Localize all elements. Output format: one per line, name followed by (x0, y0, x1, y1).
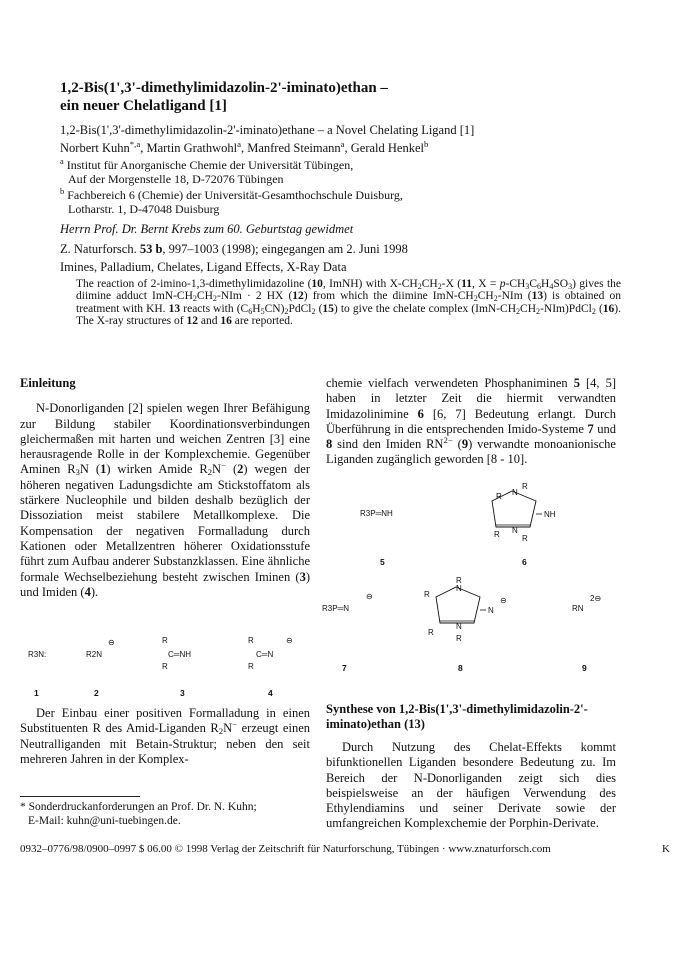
formula-r3pnh: R3P═NH (360, 509, 393, 518)
affiliation-b: $^b$ Fachbereich 6 (Chemie) der Universität-Gesamthochschule Duisburg, Lotharstr. 1, D-47048 Duisburg (60, 187, 403, 216)
svg-text:R: R (456, 634, 462, 643)
svg-text:N: N (512, 488, 518, 497)
chelate-paragraph: Durch Nutzung des Chelat-Effekts kommt bifunktionellen Liganden besondere Bedeutung zu. Im Bereich der N-Donorliganden zeigt sich dies beispielsweise an der häufigen Verwendung des Ethylendiamins und seiner Derivate sowie der umfangreichen Komplexchemie der Porphin-Derivate. (326, 740, 616, 831)
footer-k-mark: K (662, 843, 670, 855)
authors: Norbert Kuhn$^{*,a}$, Martin Grathwohl$^a$, Manfred Steimann$^a$, Gerald Henkel$^b$ (60, 139, 429, 155)
abstract: The reaction of 2-imino-1,3-dimethylimidazoline (10, ImNH) with $X-CH_2CH_2-X$ (11, $X = p-CH_3C_6H_4SO_3$) gives the diimine adduct ImN-$CH_2CH_2$-NIm · 2 HX (12) from which the diimine ImN-$CH_2CH_2$-NIm (13) is obtained on treatment with KH. 13 reacts with $(C_6H_5CN)_2PdCl_2$ (15) to give the chelate complex $(ImN-CH_2CH_2-NIm)PdCl_2$ (16). The X-ray structures of 12 and 16 are reported. (76, 278, 622, 328)
footnote-divider (20, 796, 140, 797)
charge-minus: ⊖ (108, 638, 115, 647)
formula-r3n: R3N: (28, 650, 47, 659)
svg-text:R: R (456, 576, 462, 585)
svg-text:⊖: ⊖ (500, 596, 507, 605)
affiliation-a: $^a$ Institut für Anorganische Chemie der Universität Tübingen, Auf der Morgenstelle 18, D-72076 Tübingen (60, 157, 354, 186)
svg-text:R: R (428, 628, 434, 637)
formula-r3pn: R3P═N (322, 604, 350, 613)
svg-text:N: N (456, 584, 462, 593)
svg-text:R: R (424, 590, 430, 599)
compound-label: 4 (268, 688, 273, 698)
paper-title: 1,2-Bis(1',3'-dimethylimidazolin-2'-iminato)ethan – ein neuer Chelatligand [1] (60, 80, 388, 114)
right-column (326, 376, 616, 468)
compound-label: 7 (342, 663, 347, 673)
compound-label: 1 (34, 688, 39, 698)
formula-r2n: R2N (86, 650, 103, 659)
formula-rn: RN (572, 604, 584, 613)
left-column-cont (20, 706, 310, 767)
svg-text:2⊖: 2⊖ (590, 594, 602, 603)
page-footer: 0932–0776/98/0900–0997 $ 06.00 © 1998 Verlag der Zeitschrift für Naturforschung, Tübingen · www.znaturforsch.com K (20, 843, 670, 855)
svg-text:NH: NH (544, 510, 556, 519)
compound-label: 3 (180, 688, 185, 698)
svg-text:R: R (522, 482, 528, 491)
compound-label: 9 (582, 663, 587, 673)
scheme-1-4: R3N: R2N ⊖ R C═NH R R C═N R ⊖ 1 2 3 4 (28, 636, 293, 698)
svg-text:N: N (512, 526, 518, 535)
section-heading-einleitung: Einleitung (20, 376, 76, 390)
compound-label: 5 (380, 557, 385, 567)
intro-paragraph: N-Donorliganden [2] spielen wegen Ihrer Befähigung zur Bildung stabiler Koordinationsverbindungen gleichermaßen mit harten und weichen Zentren [3] eine herausragende Rolle in der Komplexchemie. Gegenüber Aminen $R_3N$ (1) wirken Amide $R_2N^-$ (2) wegen der höheren negativen Ladungsdichte am Stickstoffatom als stärkere Nucleophile und bilden deshalb bezüglich der Dissoziation meist stabilere Metallkomplexe. Die Kompensation der negativen Formalladung durch Kationen oder Metallzentren höherer Oxidationsstufe führt zum Aufbau anderer Substanzklassen. Eine ähnliche formale Wechselbeziehung besteht zwischen Iminen (3) und Imiden (4). (20, 401, 310, 599)
svg-text:R: R (494, 530, 500, 539)
dedication: Herrn Prof. Dr. Bernt Krebs zum 60. Geburtstag gewidmet (60, 222, 354, 236)
keywords: Imines, Palladium, Chelates, Ligand Effects, X-Ray Data (60, 260, 347, 274)
left-column (20, 376, 310, 600)
section-heading-synthese: Synthese von 1,2-Bis(1',3'-dimethylimidazolin-2'-iminato)ethan (13) (326, 702, 588, 731)
svg-text:R: R (522, 534, 528, 543)
footnote: * Sonderdruckanforderungen an Prof. Dr. N. Kuhn; E-Mail: kuhn@uni-tuebingen.de. (20, 801, 257, 827)
svg-text:N: N (488, 606, 494, 615)
compound-label: 8 (458, 663, 463, 673)
phosphanimine-paragraph: chemie vielfach verwendeten Phosphaniminen 5 [4, 5] haben in letzter Zeit die hiermit verwandten Imidazolinimine 6 [6, 7] Bedeutung erlangt. Durch Überführung in die entsprechenden Imido-Systeme 7 und 8 sind den Imiden $RN^{2-}$ (9) verwandte monoanionische Liganden zugänglich geworden [8 - 10]. (326, 376, 617, 467)
compound-label: 6 (522, 557, 527, 567)
scheme-5-9 (316, 475, 626, 675)
betain-paragraph: Der Einbau einer positiven Formalladung in einen Substituenten R des Amid-Liganden $R_2N^-$ erzeugt einen Neutralliganden mit Betain-Struktur; neben den seit mehreren Jahren in der Komplex- (20, 706, 310, 766)
svg-text:⊖: ⊖ (366, 592, 373, 601)
formula-imine: C═NH (168, 650, 191, 659)
english-title: 1,2-Bis(1',3'-dimethylimidazolin-2'-iminato)ethane – a Novel Chelating Ligand [1] (60, 123, 475, 137)
svg-text:N: N (456, 622, 462, 631)
svg-text:R: R (496, 492, 502, 501)
compound-label: 2 (94, 688, 99, 698)
journal-citation: Z. Naturforsch. 53 b, 997–1003 (1998); eingegangen am 2. Juni 1998 (60, 242, 408, 256)
right-column-cont (326, 702, 616, 832)
formula-imide: C═N (256, 650, 274, 659)
